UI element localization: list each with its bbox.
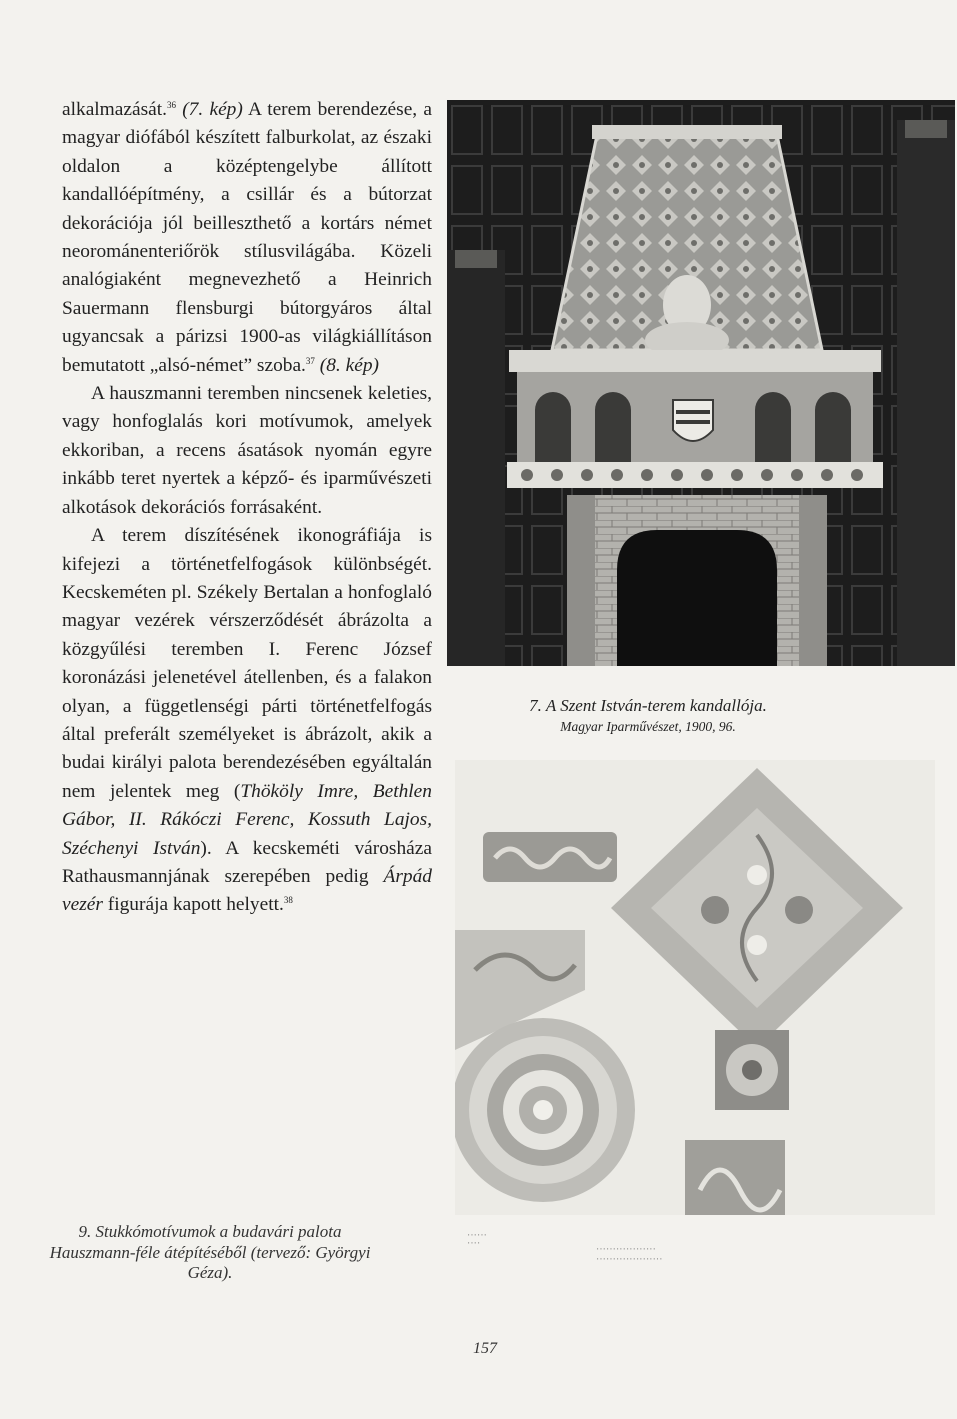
page-number: 157 (473, 1340, 497, 1357)
plate-label-mark: ▪ ▪ ▪ ▪ ▪ ▪ ▪ ▪ ▪ ▪ ▪ ▪ ▪ ▪ ▪ ▪ ▪ ▪ (597, 1246, 656, 1251)
figure-7-caption (447, 695, 849, 737)
fireplace-photo (447, 100, 955, 666)
caption-line-1: 7. A Szent István-terem kandallója. (529, 696, 767, 715)
text-run: alkalmazását. (62, 99, 167, 120)
fireplace-illustration (447, 100, 955, 666)
names-italic: Thököly Imre, Bethlen Gábor, II. Rákóczi Ferenc, Kossuth Lajos, Széchenyi István (62, 780, 432, 859)
plate-label-mark: ▪ ▪ ▪ ▪ ▪ ▪ (468, 1232, 487, 1237)
caption-line-2: Magyar Iparművészet, 1900, 96. (560, 719, 736, 734)
figure-ref-8: (8. kép) (314, 354, 379, 376)
paragraph-1 (62, 96, 432, 380)
plate-label-mark: ▪ ▪ ▪ ▪ (468, 1240, 480, 1245)
figure-ref-7: (7. kép) (175, 99, 243, 120)
plate-label-mark: ▪ ▪ ▪ ▪ ▪ ▪ ▪ ▪ ▪ ▪ ▪ ▪ ▪ ▪ ▪ ▪ ▪ ▪ ▪ ▪ (597, 1256, 663, 1261)
stucco-illustration (455, 760, 935, 1215)
body-text (62, 96, 432, 920)
text-run: figurája kapott helyett. (102, 894, 284, 916)
footnote-ref-38[interactable]: 38 (283, 895, 293, 906)
paragraph-2: A hauszmanni teremben nincsenek keleties, vagy honfoglalás kori motívumok, amelyek ekkoriban, a recens ásatások nyomán egyre inkább teret nyertek a képző- és iparművészeti alkotások dekorációs forrásaként. (62, 383, 432, 518)
arpad-italic: Árpád vezér (62, 865, 432, 916)
paragraph-3 (62, 522, 432, 920)
footnote-ref-36[interactable]: 36 (166, 100, 176, 110)
text-run: ). A kecskeméti városháza Rathausmannjának szerepében pedig (62, 837, 432, 887)
footnote-ref-37[interactable]: 37 (305, 355, 315, 366)
figure-9-caption: 9. Stukkómotívumok a budavári palota Hauszmann-féle átépítéséből (tervező: Györgyi Géza). (49, 1222, 371, 1282)
stucco-motifs-figure (455, 760, 935, 1215)
text-run: A terem díszítésének ikonográfiája is kifejezi a történetfelfogások különbségét. Kecskeméten pl. Székely Bertalan a honfoglaló magyar vezérek vérszerződését ábrázolta a közgyűlési teremben I. Ferenc József koronázási jelenetével átellenben, és a falakon olyan, a függetlenségi párti történetfelfogás által preferált személyeket is ábrázolt, akik a budai királyi palota berendezésében egyáltalán nem jelentek meg ( (62, 525, 432, 802)
text-run: A terem berendezése, a magyar diófából készített falburkolat, az északi oldalon a középtengelybe állított kandallóépítmény, a csillár és a bútorzat dekorációja jól beilleszthető a kortárs német neorománenteriőrök stílusvilágába. Közeli analógiaként megnevezhető a Heinrich Sauermann flensburgi bútorgyáros által ugyancsak a párizsi 1900-as világkiállításon bemutatott „alsó-német” szoba. (62, 99, 433, 376)
